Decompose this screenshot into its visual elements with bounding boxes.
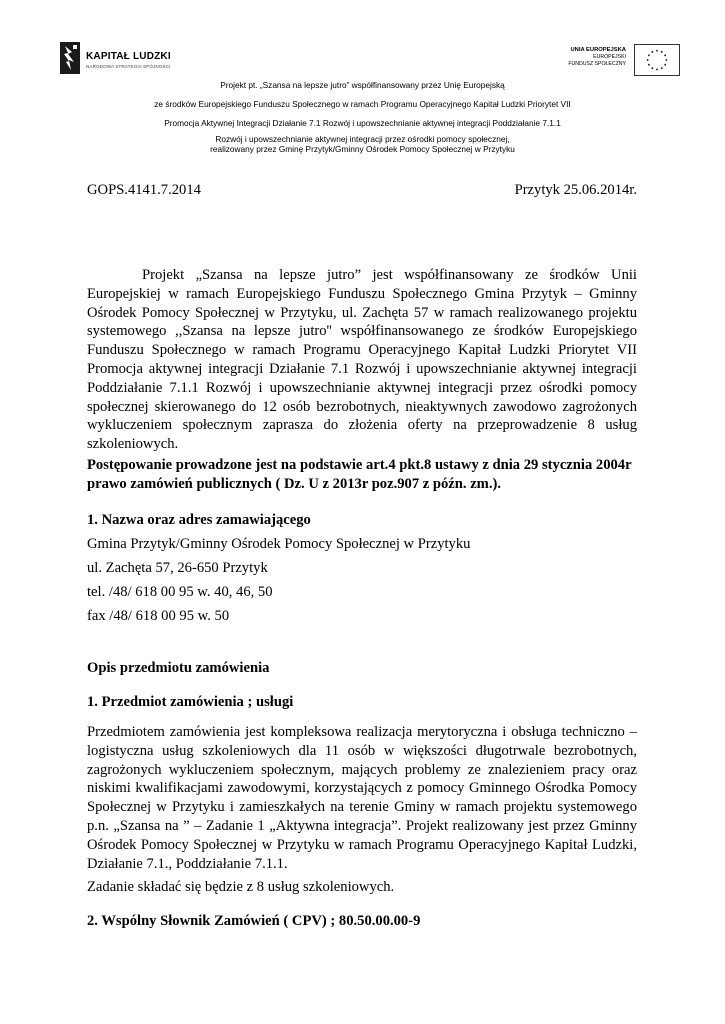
subject-line: logistyczna usług szkoleniowych dla 11 osób w większości długotrwale bezrobotnych,	[87, 742, 637, 759]
intro-line: wykluczeniem społecznym zaprasza do złożenia oferty na przeprowadzenie 8 usług	[87, 417, 637, 434]
cpv-heading: 2. Wspólny Słownik Zamówień ( CPV) ; 80.50.00.00-9	[87, 913, 421, 929]
intro-line: Ośrodek Pomocy Społecznej w Przytyku, ul. Zachęta 57 w ramach realizowanego projektu	[87, 304, 637, 321]
subject-line: Przedmiotem zamówienia jest kompleksowa realizacja merytoryczna i obsługa techniczno –	[87, 724, 637, 740]
task-sentence: Zadanie składać się będzie z 8 usług szkoleniowych.	[87, 879, 395, 895]
subject-line: p.n. „Szansa na ” – Zadanie 1 „Aktywna integracja”. Projekt realizowany jest przez Gminny	[87, 817, 637, 834]
subject-line: Społecznej w Przytyku i zamieszkałych na terenie Gminy w ramach projektu systemowego	[87, 799, 637, 816]
intro-line: systemowego ,,Szansa na lepsze jutro'' współfinansowanego ze środków Europejskiego	[87, 323, 637, 340]
eu-line-2: EUROPEJSKI	[593, 54, 626, 60]
eu-line-1: UNIA EUROPEJSKA	[570, 47, 626, 53]
subject-line: niskimi kwalifikacjami zawodowymi, korzystających z pomocy Gminnego Ośrodka Pomocy	[87, 780, 637, 797]
place-date: Przytyk 25.06.2014r.	[514, 182, 637, 198]
contact-name: Gmina Przytyk/Gminny Ośrodek Pomocy Społecznej w Przytyku	[87, 536, 471, 552]
project-header-line: Rozwój i upowszechnianie aktywnej integracji przez ośrodki pomocy społecznej,	[215, 134, 510, 144]
intro-line: społecznej skierowanego do 12 osób bezrobotnych, nieaktywnych zawodowo zagrożonych	[87, 398, 637, 415]
contact-tel: tel. /48/ 618 00 95 w. 40, 46, 50	[87, 584, 273, 600]
intro-line: Poddziałanie 7.1.1 Rozwój i upowszechnianie aktywnej integracji przez ośrodki pomocy	[87, 379, 637, 396]
kapital-ludzki-logo	[58, 40, 188, 80]
project-header-line: Projekt pt. „Szansa na lepsze jutro” współfinansowany przez Unię Europejską	[220, 80, 505, 90]
subject-line: zagrożonych wykluczeniem społecznym, mających problemy ze znalezieniem pracy oraz	[87, 761, 637, 778]
subject-heading: 1. Przedmiot zamówienia ; usługi	[87, 694, 294, 710]
description-heading: Opis przedmiotu zamówienia	[87, 660, 270, 676]
intro-paragraph	[87, 266, 637, 454]
intro-line: Funduszu Społecznego w ramach Programu Operacyjnego Kapitał Ludzki Priorytet VII	[87, 342, 637, 359]
intro-line: Projekt „Szansa na lepsze jutro” jest współfinansowany ze środków Unii	[142, 267, 637, 283]
section-heading-contracting-authority: 1. Nazwa oraz adres zamawiającego	[87, 512, 311, 528]
project-header-line: realizowany przez Gminę Przytyk/Gminny Ośrodek Pomocy Społecznej w Przytyku	[210, 144, 515, 154]
intro-line: Promocja aktywnej integracji Działanie 7.1 Rozwój i upowszechnianie aktywnej integracji	[87, 360, 637, 377]
legal-basis	[87, 456, 637, 494]
eu-line-3: FUNDUSZ SPOŁECZNY	[568, 61, 626, 67]
project-header-line: ze środków Europejskiego Funduszu Społecznego w ramach Programu Operacyjnego Kapitał Ludzki Priorytet VII	[154, 99, 571, 109]
contact-address: ul. Zachęta 57, 26-650 Przytyk	[87, 560, 268, 576]
eu-logo	[560, 44, 680, 78]
kapital-ludzki-emblem-icon	[58, 40, 82, 76]
intro-line: szkoleniowych.	[87, 436, 179, 453]
subject-line: Ośrodek Pomocy Społecznej w Przytyku w ramach Programu Operacyjnego Kapitał Ludzki,	[87, 836, 637, 853]
project-header-line: Promocja Aktywnej Integracji Działanie 7.1 Rozwój i upowszechnianie aktywnej integracji Poddziałanie 7.1.1	[164, 118, 561, 128]
kl-title: KAPITAŁ LUDZKI	[86, 51, 171, 62]
contact-fax: fax /48/ 618 00 95 w. 50	[87, 608, 230, 624]
legal-basis-line: Postępowanie prowadzone jest na podstawie art.4 pkt.8 ustawy z dnia 29 stycznia 2004r	[87, 457, 632, 473]
kl-subtitle: NARODOWA STRATEGIA SPÓJNOŚCI	[86, 64, 171, 69]
document-reference: GOPS.4141.7.2014	[87, 182, 201, 198]
subject-line: Działanie 7.1., Poddziałanie 7.1.1.	[87, 855, 288, 872]
intro-line: Europejskiej w ramach Europejskiego Funduszu Społecznego Gmina Przytyk – Gminny	[87, 285, 637, 302]
eu-logo-text	[568, 46, 626, 68]
legal-basis-line: prawo zamówień publicznych ( Dz. U z 2013r poz.907 z późn. zm.).	[87, 475, 501, 492]
eu-flag-icon	[634, 44, 680, 76]
subject-paragraph	[87, 723, 637, 873]
